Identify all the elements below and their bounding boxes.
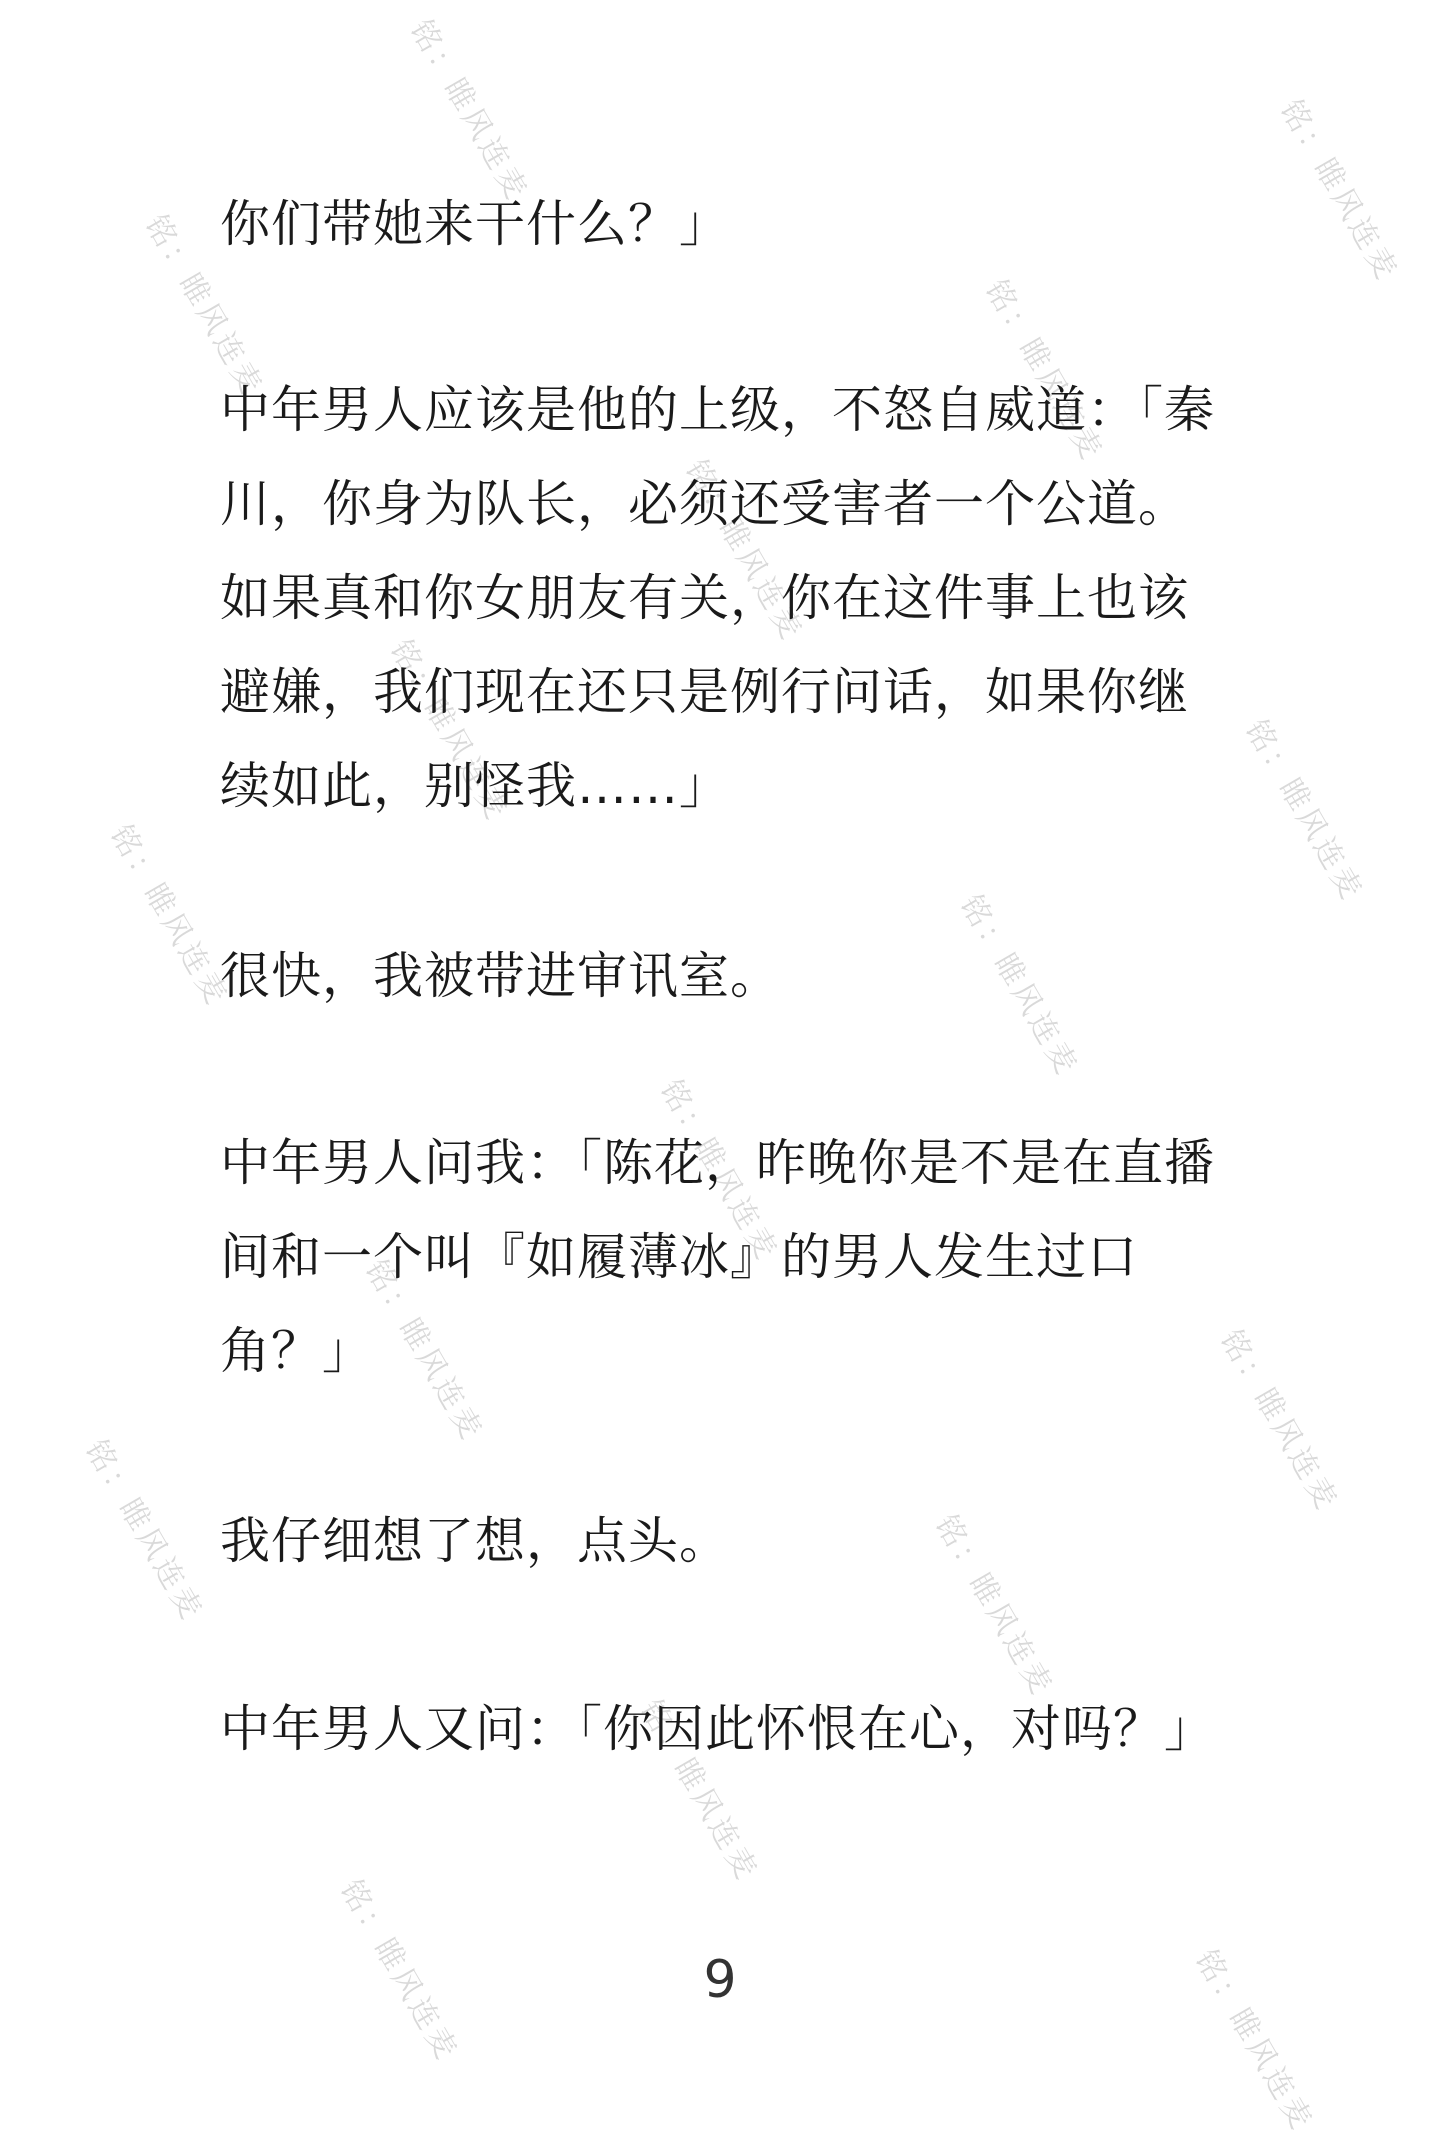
watermark: 铭：睢风连麦 <box>1212 1324 1346 1519</box>
watermark: 铭：睢风连麦 <box>402 14 536 209</box>
watermark: 铭：睢风连麦 <box>77 1434 211 1629</box>
watermark: 铭：睢风连麦 <box>632 1694 766 1889</box>
paragraph: 我仔细想了想，点头。 <box>220 1512 730 1570</box>
watermark: 铭：睢风连麦 <box>382 634 516 829</box>
watermark: 铭：睢风连麦 <box>952 889 1086 1084</box>
watermark: 铭：睢风连麦 <box>1272 94 1406 289</box>
watermark: 铭：睢风连麦 <box>652 1074 786 1269</box>
watermark: 铭：睢风连麦 <box>1187 1944 1321 2139</box>
paragraph: 很快，我被带进审讯室。 <box>220 947 781 1005</box>
watermark: 铭：睢风连麦 <box>1237 714 1371 909</box>
watermark: 铭：睢风连麦 <box>977 274 1111 469</box>
watermark: 铭：睢风连麦 <box>357 1254 491 1449</box>
page-number: 9 <box>703 1950 737 2010</box>
paragraph: 你们带她来干什么？」 <box>220 195 730 253</box>
paragraph: 中年男人问我：「陈花，昨晚你是不是在直播间和一个叫『如履薄冰』的男人发生过口角？」 <box>220 1134 1215 1380</box>
watermark: 铭：睢风连麦 <box>332 1874 466 2069</box>
paragraph: 中年男人又问：「你因此怀恨在心，对吗？」 <box>220 1700 1215 1758</box>
watermark: 铭：睢风连麦 <box>677 454 811 649</box>
watermark: 铭：睢风连麦 <box>927 1509 1061 1704</box>
paragraph: 中年男人应该是他的上级，不怒自威道：「秦川，你身为队长，必须还受害者一个公道。如果真和你女朋友有关，你在这件事上也该避嫌，我们现在还只是例行问话，如果你继续如此，别怪我……」 <box>220 381 1215 815</box>
watermark: 铭：睢风连麦 <box>102 819 236 1014</box>
watermark: 铭：睢风连麦 <box>137 209 271 404</box>
